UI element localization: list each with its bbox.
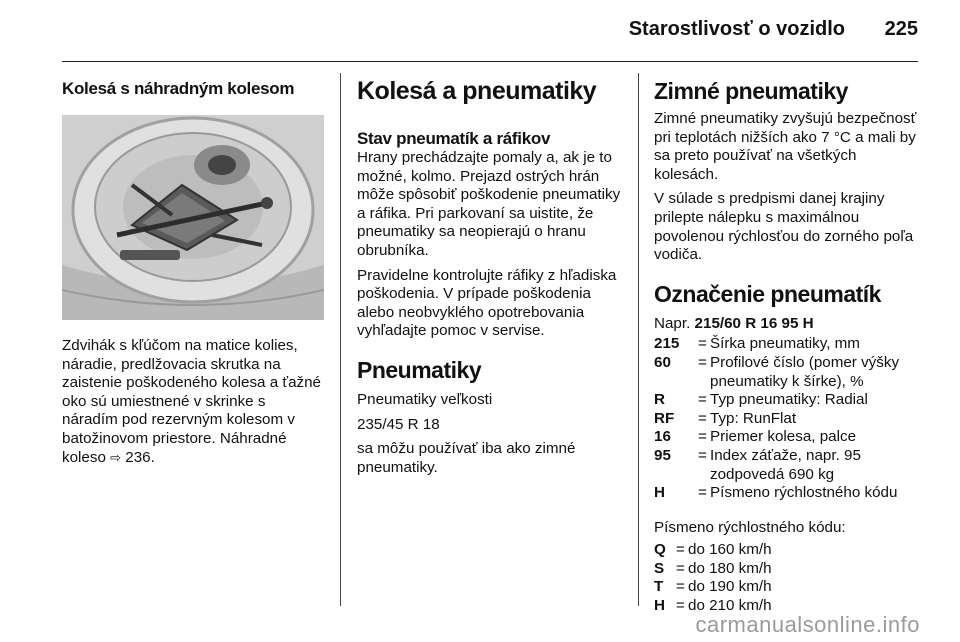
spec-row: H = Písmeno rýchlostného kódu	[654, 484, 898, 502]
speed-code-list	[654, 541, 924, 615]
photo-caption: Zdvihák s kľúčom na matice kolies, náradie, predlžovacia skrutka na zaistenie poškodeného kolesa a ťažné oko sú umiestnené v skrinke s náradím pod rezervným kolesom v batožinovom priestore. Náhradné koleso ⇨ 236.	[62, 337, 322, 466]
speed-row: S = do 180 km/h	[654, 559, 772, 577]
column-divider	[638, 73, 639, 606]
speed-code-heading: Písmeno rýchlostného kódu:	[654, 518, 846, 536]
page-number: 225	[884, 18, 918, 40]
tire-marking-example: Napr. 215/60 R 16 95 H	[654, 314, 814, 332]
spare-wheel-tool-photo	[62, 115, 324, 320]
spec-row: 60 = Profilové číslo (pomer výšky pneumatiky k šírke), %	[654, 353, 900, 390]
watermark: carmanualsonline.info	[695, 612, 920, 637]
section-heading: Pneumatiky	[357, 356, 482, 383]
column-divider	[340, 73, 341, 606]
tire-spec-list	[654, 335, 924, 502]
paragraph: Pravidelne kontrolujte ráfiky z hľadiska poškodenia. V prípade poškodenia alebo neobvyklého opotrebovania vyhľadajte pomoc v servise.	[357, 266, 617, 340]
page-header	[0, 0, 960, 62]
spec-row: 16 = Priemer kolesa, palce	[654, 428, 857, 446]
paragraph: sa môžu používať iba ako zimné pneumatiky.	[357, 440, 576, 476]
tire-size: 235/45 R 18	[357, 415, 440, 433]
section-heading: Označenie pneumatík	[654, 280, 881, 307]
page-title: Starostlivosť o vozidlo	[628, 18, 845, 40]
paragraph: Zimné pneumatiky zvyšujú bezpečnosť pri teplotách nižších ako 7 °C a mali by sa preto používať na všetkých kolesách.	[654, 110, 917, 183]
spec-row: R = Typ pneumatiky: Radial	[654, 391, 868, 409]
speed-row: T = do 190 km/h	[654, 578, 772, 596]
chapter-title: Kolesá a pneumatiky	[357, 77, 597, 105]
section-heading: Zimné pneumatiky	[654, 78, 848, 104]
spec-row: RF = Typ: RunFlat	[654, 409, 797, 427]
speed-row: Q = do 160 km/h	[654, 541, 772, 559]
paragraph: Pneumatiky veľkosti	[357, 390, 493, 408]
column-right	[654, 70, 924, 616]
speed-row: H = do 210 km/h	[654, 597, 772, 615]
paragraph: Hrany prechádzajte pomaly a, ak je to možné, kolmo. Prejazd ostrých hrán môže spôsobiť poškodenie pneumatiky a ráfika. Pri parkovaní sa uistite, že pneumatiky sa neopierajú o hranu obrubníka.	[357, 149, 621, 259]
paragraph: V súlade s predpismi danej krajiny prilepte nálepku s maximálnou povolenou rýchlosťou do zorného poľa vodiča.	[654, 190, 914, 264]
column-middle	[357, 70, 625, 483]
subsection-heading: Stav pneumatík a ráfikov	[357, 129, 551, 148]
page-ref-link[interactable]: 236.	[125, 448, 155, 466]
page-ref-arrow-icon: ⇨	[110, 449, 122, 465]
spec-row: 95 = Index záťaže, napr. 95 zodpovedá 690 kg	[654, 446, 861, 483]
column-left	[62, 70, 324, 473]
section-heading: Kolesá s náhradným kolesom	[62, 79, 295, 98]
spec-row: 215 = Šírka pneumatiky, mm	[654, 335, 860, 353]
header-rule	[62, 61, 918, 62]
